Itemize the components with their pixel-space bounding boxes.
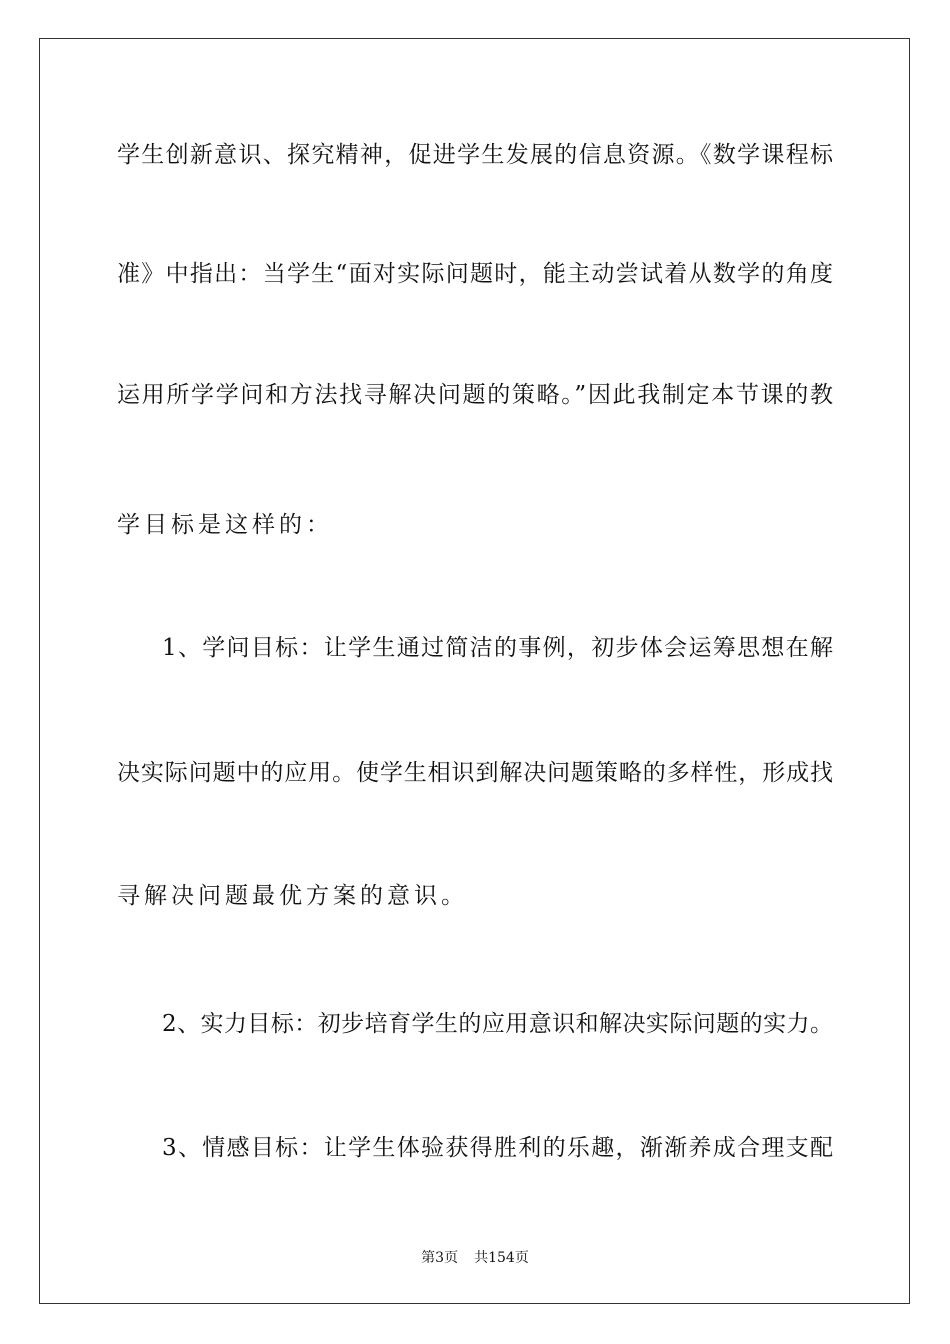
- page-border: [39, 38, 910, 1304]
- body-text-line: 学目标是这样的：: [117, 512, 333, 538]
- total-pages: 共154页: [474, 1250, 529, 1266]
- list-item-ability-goal: 2、实力目标：初步培育学生的应用意识和解决实际问题的实力。: [162, 1011, 833, 1037]
- page-number: 第3页: [421, 1250, 459, 1266]
- body-text-line: 决实际问题中的应用。使学生相识到解决问题策略的多样性，形成找: [117, 760, 833, 786]
- list-item-knowledge-goal: 1、学问目标：让学生通过简洁的事例，初步体会运筹思想在解: [162, 635, 833, 661]
- body-text-line: 运用所学学问和方法找寻解决问题的策略。”因此我制定本节课的教: [117, 382, 833, 408]
- list-item-emotion-goal: 3、情感目标：让学生体验获得胜利的乐趣，渐渐养成合理支配: [162, 1135, 833, 1161]
- page-footer: [0, 1248, 950, 1268]
- body-text-line: 准》中指出：当学生“面对实际问题时，能主动尝试着从数学的角度: [117, 261, 833, 287]
- body-text-line: 学生创新意识、探究精神，促进学生发展的信息资源。《数学课程标: [117, 142, 833, 168]
- body-text-line: 寻解决问题最优方案的意识。: [117, 883, 468, 909]
